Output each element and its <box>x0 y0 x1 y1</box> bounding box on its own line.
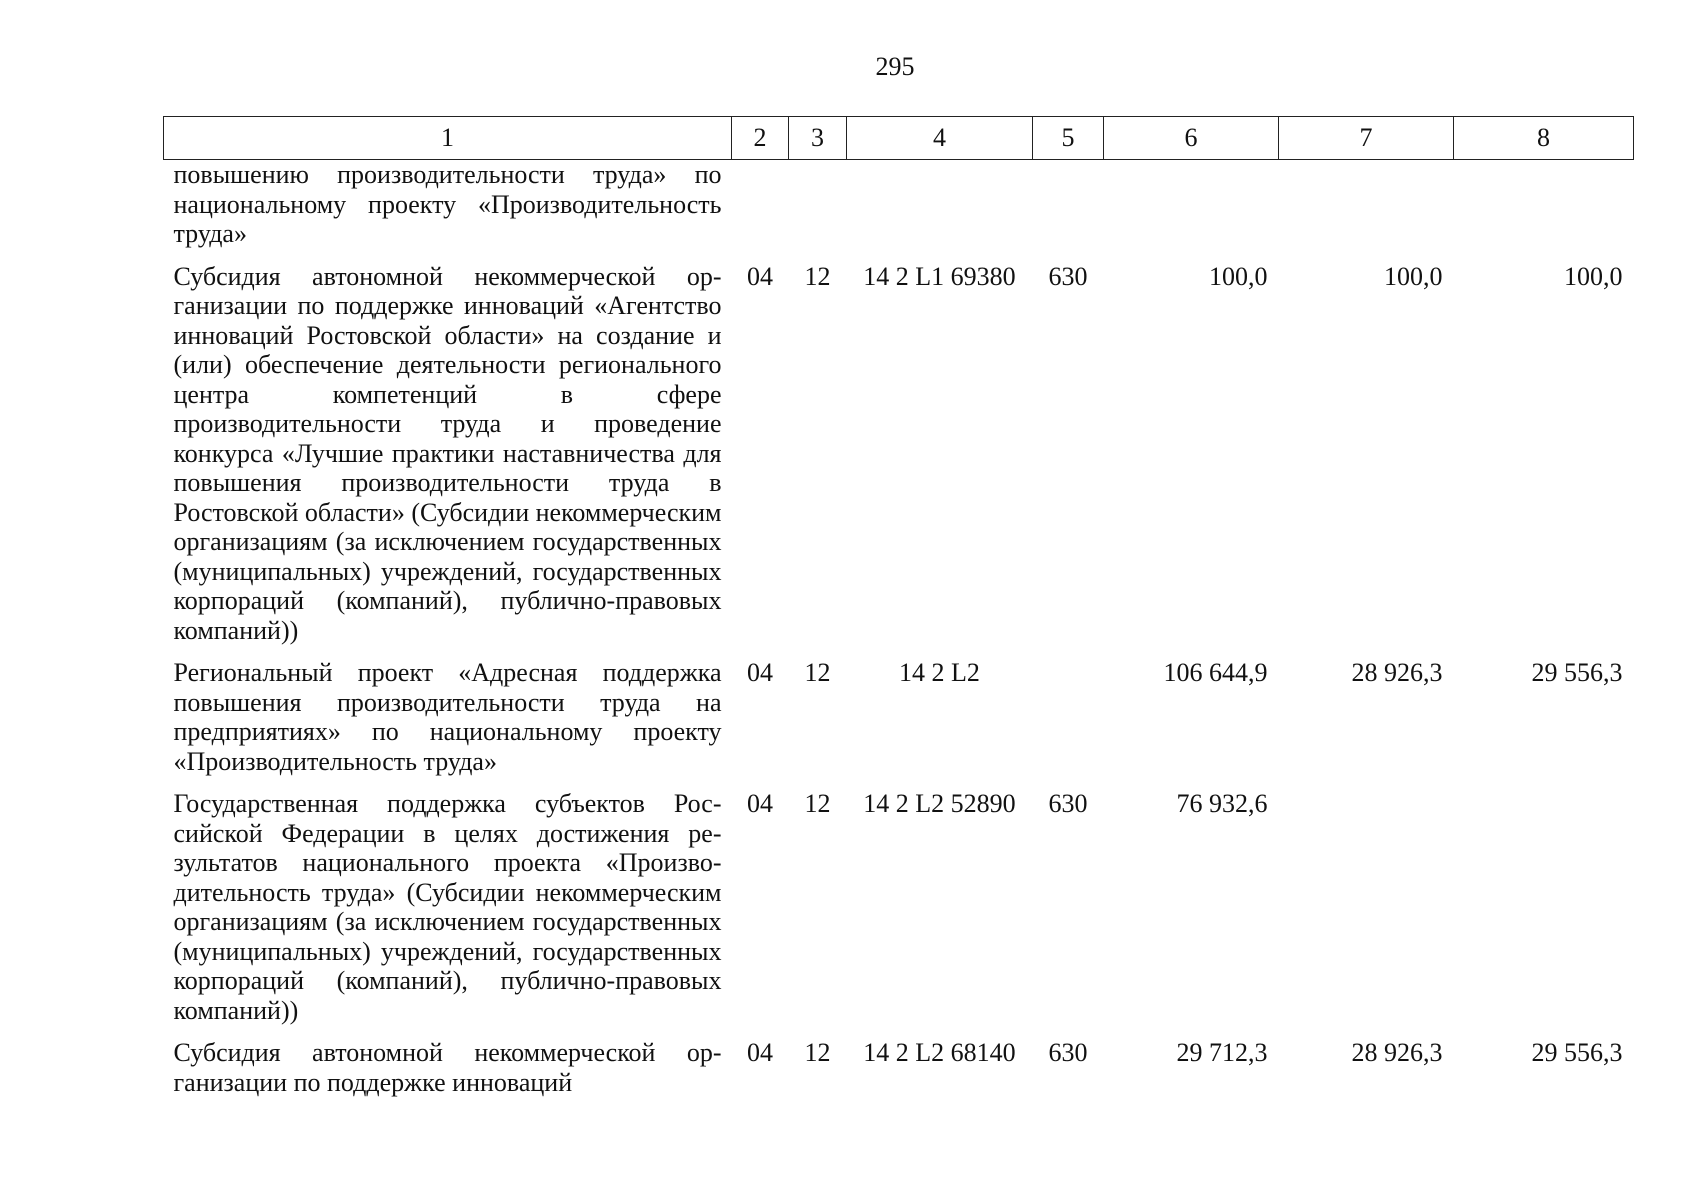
row-description: повышению производительности труда» по национальному проекту «Производительность труда» <box>173 160 722 248</box>
cell-col-5: 630 <box>1048 1038 1088 1067</box>
cell-col-8: 29 556,3 <box>1531 1038 1623 1067</box>
column-header-6: 6 <box>1104 117 1279 160</box>
cell-col-3: 12 <box>804 1038 831 1067</box>
cell-col-2: 04 <box>747 658 773 687</box>
table-row <box>164 160 1634 260</box>
column-header-4: 4 <box>847 117 1033 160</box>
cell-col-2: 04 <box>747 789 773 818</box>
cell-col-6: 29 712,3 <box>1176 1038 1268 1067</box>
cell-col-2: 04 <box>747 261 773 291</box>
page-number: 295 <box>875 52 915 81</box>
cell-col-8: 100,0 <box>1564 261 1623 291</box>
cell-col-4: 14 2 L2 <box>899 658 980 687</box>
cell-col-3: 12 <box>804 261 831 291</box>
row-description: Государственная поддержка субъектов Российской Федерации в целях достижения результатов национального проекта «Производительность труда» (Субсидии некоммерческим организациям (за исключением государственных (муниципальных) учреждений, государственных корпораций (компаний), публично-правовых компаний)) <box>173 789 722 1025</box>
cell-col-8 <box>1454 160 1634 260</box>
cell-col-3: 12 <box>804 789 831 818</box>
cell-col-6 <box>1104 160 1279 260</box>
cell-col-4: 14 2 L2 68140 <box>863 1038 1016 1067</box>
cell-col-7 <box>1279 160 1454 260</box>
column-header-3: 3 <box>789 117 847 160</box>
column-header-5: 5 <box>1033 117 1104 160</box>
table-row <box>164 787 1634 1036</box>
budget-table <box>163 116 1634 1097</box>
table-row <box>164 1036 1634 1097</box>
row-description: Субсидия автономной некоммерческой организации по поддержке инноваций «Агентство инноваций Ростовской области» на создание и (или) обеспечение деятельности регионального центра компетенций в сфере производительности труда и проведение конкурса «Лучшие практики наставничества для повышения производительности труда в Ростовской области» (Субсидии некоммерческим организациям (за исключением государственных (муниципальных) учреждений, государственных корпораций (компаний), публично-правовых компаний)) <box>173 261 722 645</box>
cell-col-3 <box>789 160 847 260</box>
cell-col-2 <box>732 160 789 260</box>
cell-col-6: 106 644,9 <box>1163 658 1268 687</box>
cell-col-7: 100,0 <box>1384 261 1443 291</box>
cell-col-2: 04 <box>747 1038 773 1067</box>
cell-col-4: 14 2 L2 52890 <box>863 789 1016 818</box>
table-row <box>164 656 1634 787</box>
cell-col-8 <box>1454 787 1634 1036</box>
cell-col-7 <box>1279 787 1454 1036</box>
cell-col-3: 12 <box>804 658 831 687</box>
cell-col-4: 14 2 L1 69380 <box>863 261 1016 291</box>
column-header-8: 8 <box>1454 117 1634 160</box>
cell-col-5: 630 <box>1048 261 1088 291</box>
column-header-7: 7 <box>1279 117 1454 160</box>
cell-col-4 <box>847 160 1033 260</box>
cell-col-5 <box>1033 656 1104 787</box>
cell-col-5: 630 <box>1048 789 1088 818</box>
cell-col-7: 28 926,3 <box>1351 1038 1443 1067</box>
table-row <box>164 260 1634 657</box>
column-header-2: 2 <box>732 117 789 160</box>
column-header-1: 1 <box>164 117 732 160</box>
table-header-row <box>164 117 1634 160</box>
cell-col-6: 100,0 <box>1209 261 1268 291</box>
row-description: Региональный проект «Адресная поддержка повышения производительности труда на предприятиях» по национальному проекту «Производительность труда» <box>173 658 722 776</box>
cell-col-7: 28 926,3 <box>1351 658 1443 687</box>
cell-col-5 <box>1033 160 1104 260</box>
cell-col-8: 29 556,3 <box>1531 658 1623 687</box>
cell-col-6: 76 932,6 <box>1176 789 1268 818</box>
row-description: Субсидия автономной некоммерческой организации по поддержке инноваций <box>173 1038 722 1097</box>
